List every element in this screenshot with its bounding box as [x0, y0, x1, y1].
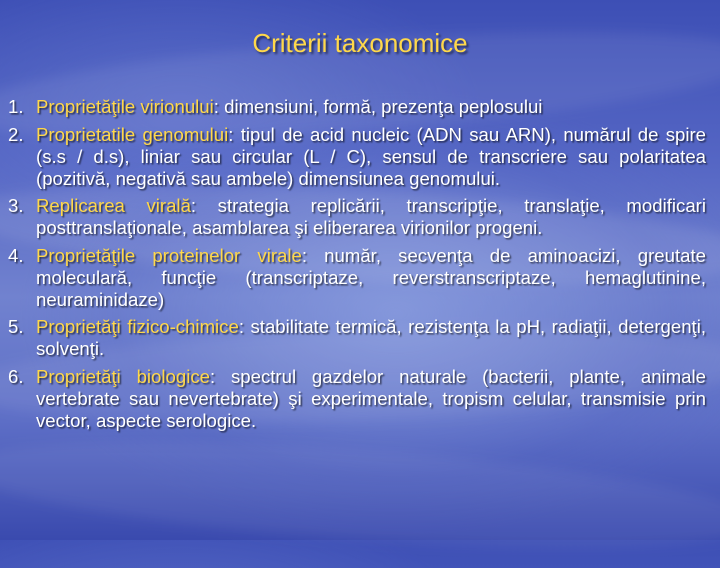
background-wave: [0, 422, 720, 568]
criteria-list: [8, 96, 706, 438]
item-number: 1.: [8, 96, 24, 117]
item-number: 4.: [8, 244, 24, 266]
item-text: : tipul de acid nucleic (ADN sau ARN), numărul de spire (s.s / d.s), liniar sau circular (L / C), sensul de transcriere sau polaritatea (pozitivă, negativă sau ambele) dimensiunea genomului.: [36, 123, 706, 189]
list-item: [8, 96, 706, 118]
list-item: [8, 245, 706, 311]
item-number: 2.: [8, 123, 24, 145]
list-item: [8, 195, 706, 239]
item-term: Proprietăţi biologice: [36, 365, 210, 387]
list-item: [8, 316, 706, 360]
item-text: : stabilitate termică, rezistenţa la pH, radiaţii, detergenţi, solvenţi.: [36, 316, 706, 360]
item-term: Proprietatile genomului: [36, 123, 229, 145]
item-text: : număr, secvenţa de aminoacizi, greutate moleculară, funcţie (transcriptaze, reverstranscriptaze, hemaglutinine, neuraminidaze): [36, 244, 706, 310]
item-number: 6.: [8, 365, 24, 387]
item-text: : spectrul gazdelor naturale (bacterii, plante, animale vertebrate sau nevertebrate) şi experimentale, tropism celular, transmisie prin vector, aspecte serologice.: [36, 365, 706, 431]
item-term: Replicarea virală: [36, 195, 191, 217]
item-text: : strategia replicării, transcripţie, translaţie, modificari posttranslaţionale, asamblarea şi eliberarea virionilor progeni.: [36, 195, 706, 239]
list-item: [8, 366, 706, 432]
item-term: Proprietăţile virionului: [36, 96, 214, 117]
list-item: [8, 124, 706, 190]
item-term: Proprietăţi fizico-chimice: [36, 316, 239, 338]
item-number: 3.: [8, 195, 24, 217]
slide-title: Criterii taxonomice: [252, 28, 468, 58]
item-text: : dimensiuni, formă, prezenţa peplosului: [213, 96, 543, 117]
item-number: 5.: [8, 316, 24, 338]
item-term: Proprietăţile proteinelor virale: [36, 244, 302, 266]
